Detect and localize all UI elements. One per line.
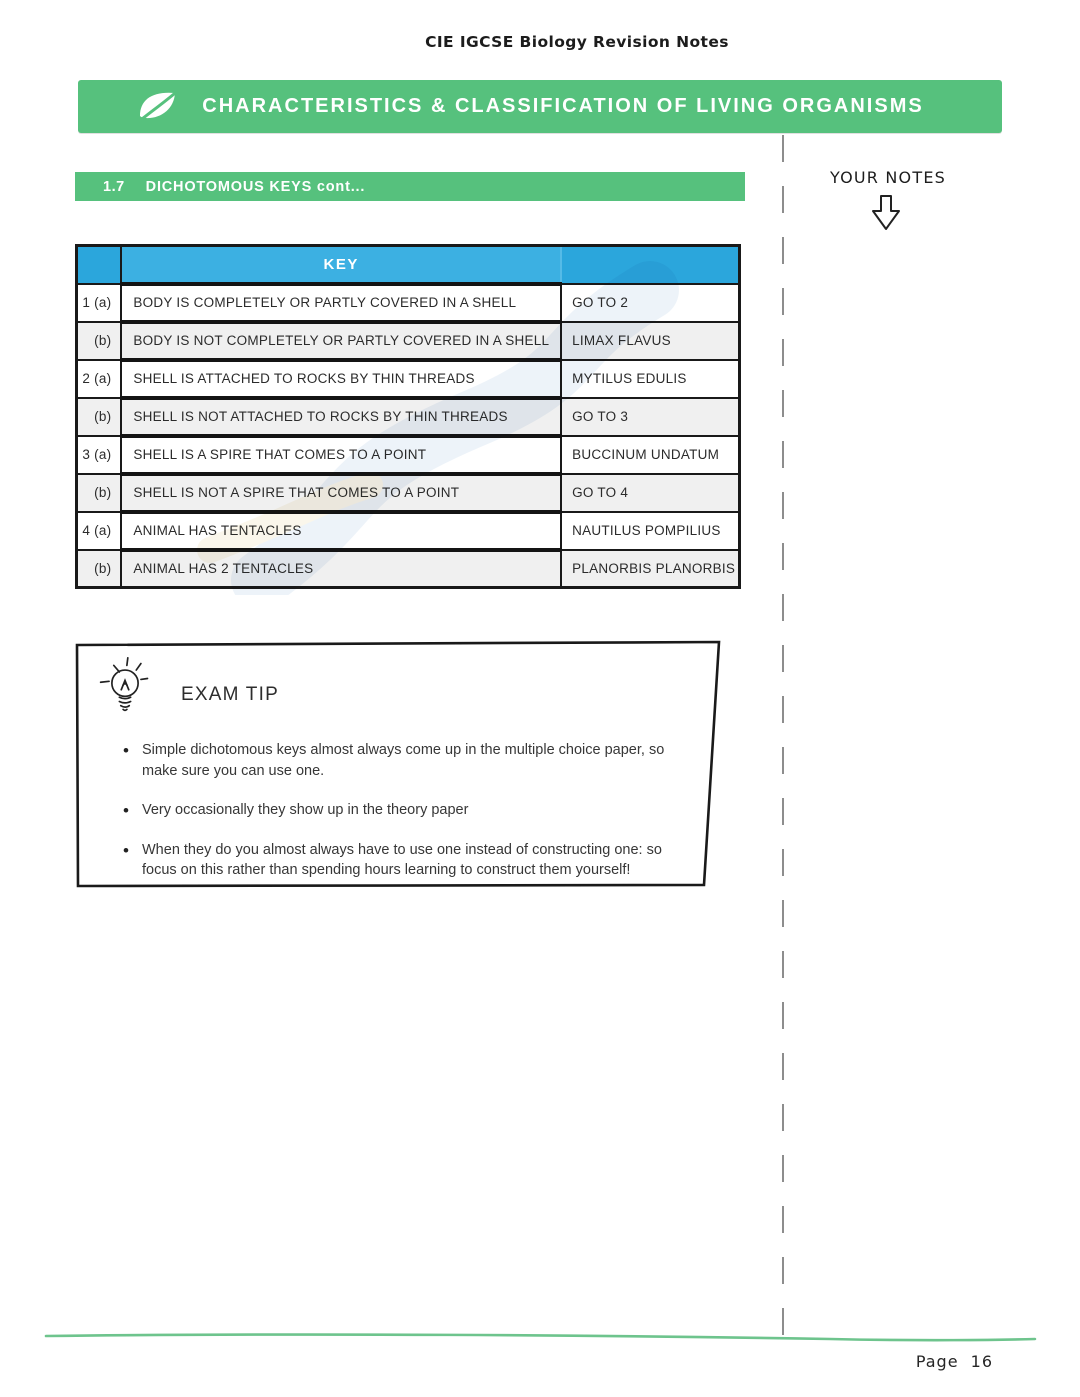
chapter-title: CHARACTERISTICS & CLASSIFICATION OF LIVING ORGANISMS <box>202 95 924 117</box>
exam-tip-bullet: • Simple dichotomous keys almost always come up in the multiple choice paper, so make sure you can use one. <box>123 740 695 781</box>
exam-tip-box <box>75 640 723 888</box>
key-step-number: (b) <box>77 398 122 436</box>
exam-tip-bullet: • When they do you almost always have to use one instead of constructing one: so focus on this rather than spending hours learning to construct them yourself! <box>123 840 695 881</box>
section-number: 1.7 <box>103 178 125 195</box>
key-description: SHELL IS NOT ATTACHED TO ROCKS BY THIN THREADS <box>121 398 561 436</box>
exam-tip-list <box>95 740 695 881</box>
your-notes-label: YOUR NOTES <box>829 168 946 187</box>
key-step-number: 3 (a) <box>77 436 122 474</box>
lightbulb-icon <box>95 654 155 718</box>
table-header-key: KEY <box>121 246 561 284</box>
key-description: SHELL IS A SPIRE THAT COMES TO A POINT <box>121 436 561 474</box>
key-description: BODY IS COMPLETELY OR PARTLY COVERED IN A SHELL <box>121 284 561 322</box>
table-header-spacer <box>561 246 739 284</box>
key-result: GO TO 3 <box>561 398 739 436</box>
key-result: GO TO 2 <box>561 284 739 322</box>
notes-divider-line <box>782 135 784 1336</box>
key-step-number: 4 (a) <box>77 512 122 550</box>
table-header-row <box>77 246 740 284</box>
key-step-number: (b) <box>77 322 122 360</box>
table-header-spacer <box>77 246 122 284</box>
key-description: SHELL IS NOT A SPIRE THAT COMES TO A POINT <box>121 474 561 512</box>
table-row <box>77 360 740 398</box>
key-description: ANIMAL HAS 2 TENTACLES <box>121 550 561 588</box>
key-step-number: (b) <box>77 550 122 588</box>
table-row <box>77 398 740 436</box>
section-title: DICHOTOMOUS KEYS cont... <box>145 178 366 195</box>
exam-tip-bullet: • Very occasionally they show up in the theory paper <box>123 800 695 821</box>
section-header <box>75 172 745 201</box>
table-row <box>77 512 740 550</box>
key-description: ANIMAL HAS TENTACLES <box>121 512 561 550</box>
key-result: BUCCINUM UNDATUM <box>561 436 739 474</box>
key-result: GO TO 4 <box>561 474 739 512</box>
key-result: PLANORBIS PLANORBIS <box>561 550 739 588</box>
page-number: Page 16 <box>915 1352 993 1371</box>
table-row <box>77 474 740 512</box>
down-arrow-icon <box>868 194 904 234</box>
key-result: MYTILUS EDULIS <box>561 360 739 398</box>
chapter-banner <box>78 80 1002 133</box>
table-row <box>77 436 740 474</box>
key-result: NAUTILUS POMPILIUS <box>561 512 739 550</box>
table-row <box>77 550 740 588</box>
key-result: LIMAX FLAVUS <box>561 322 739 360</box>
table-row <box>77 322 740 360</box>
leaf-icon <box>136 88 178 124</box>
footer-rule <box>0 1326 1080 1346</box>
exam-tip-title: EXAM TIP <box>181 684 279 705</box>
key-description: SHELL IS ATTACHED TO ROCKS BY THIN THREADS <box>121 360 561 398</box>
table-row <box>77 284 740 322</box>
key-description: BODY IS NOT COMPLETELY OR PARTLY COVERED IN A SHELL <box>121 322 561 360</box>
key-step-number: (b) <box>77 474 122 512</box>
key-step-number: 1 (a) <box>77 284 122 322</box>
key-step-number: 2 (a) <box>77 360 122 398</box>
doc-title: CIE IGCSE Biology Revision Notes <box>425 33 729 51</box>
dichotomous-key-table <box>75 244 741 589</box>
